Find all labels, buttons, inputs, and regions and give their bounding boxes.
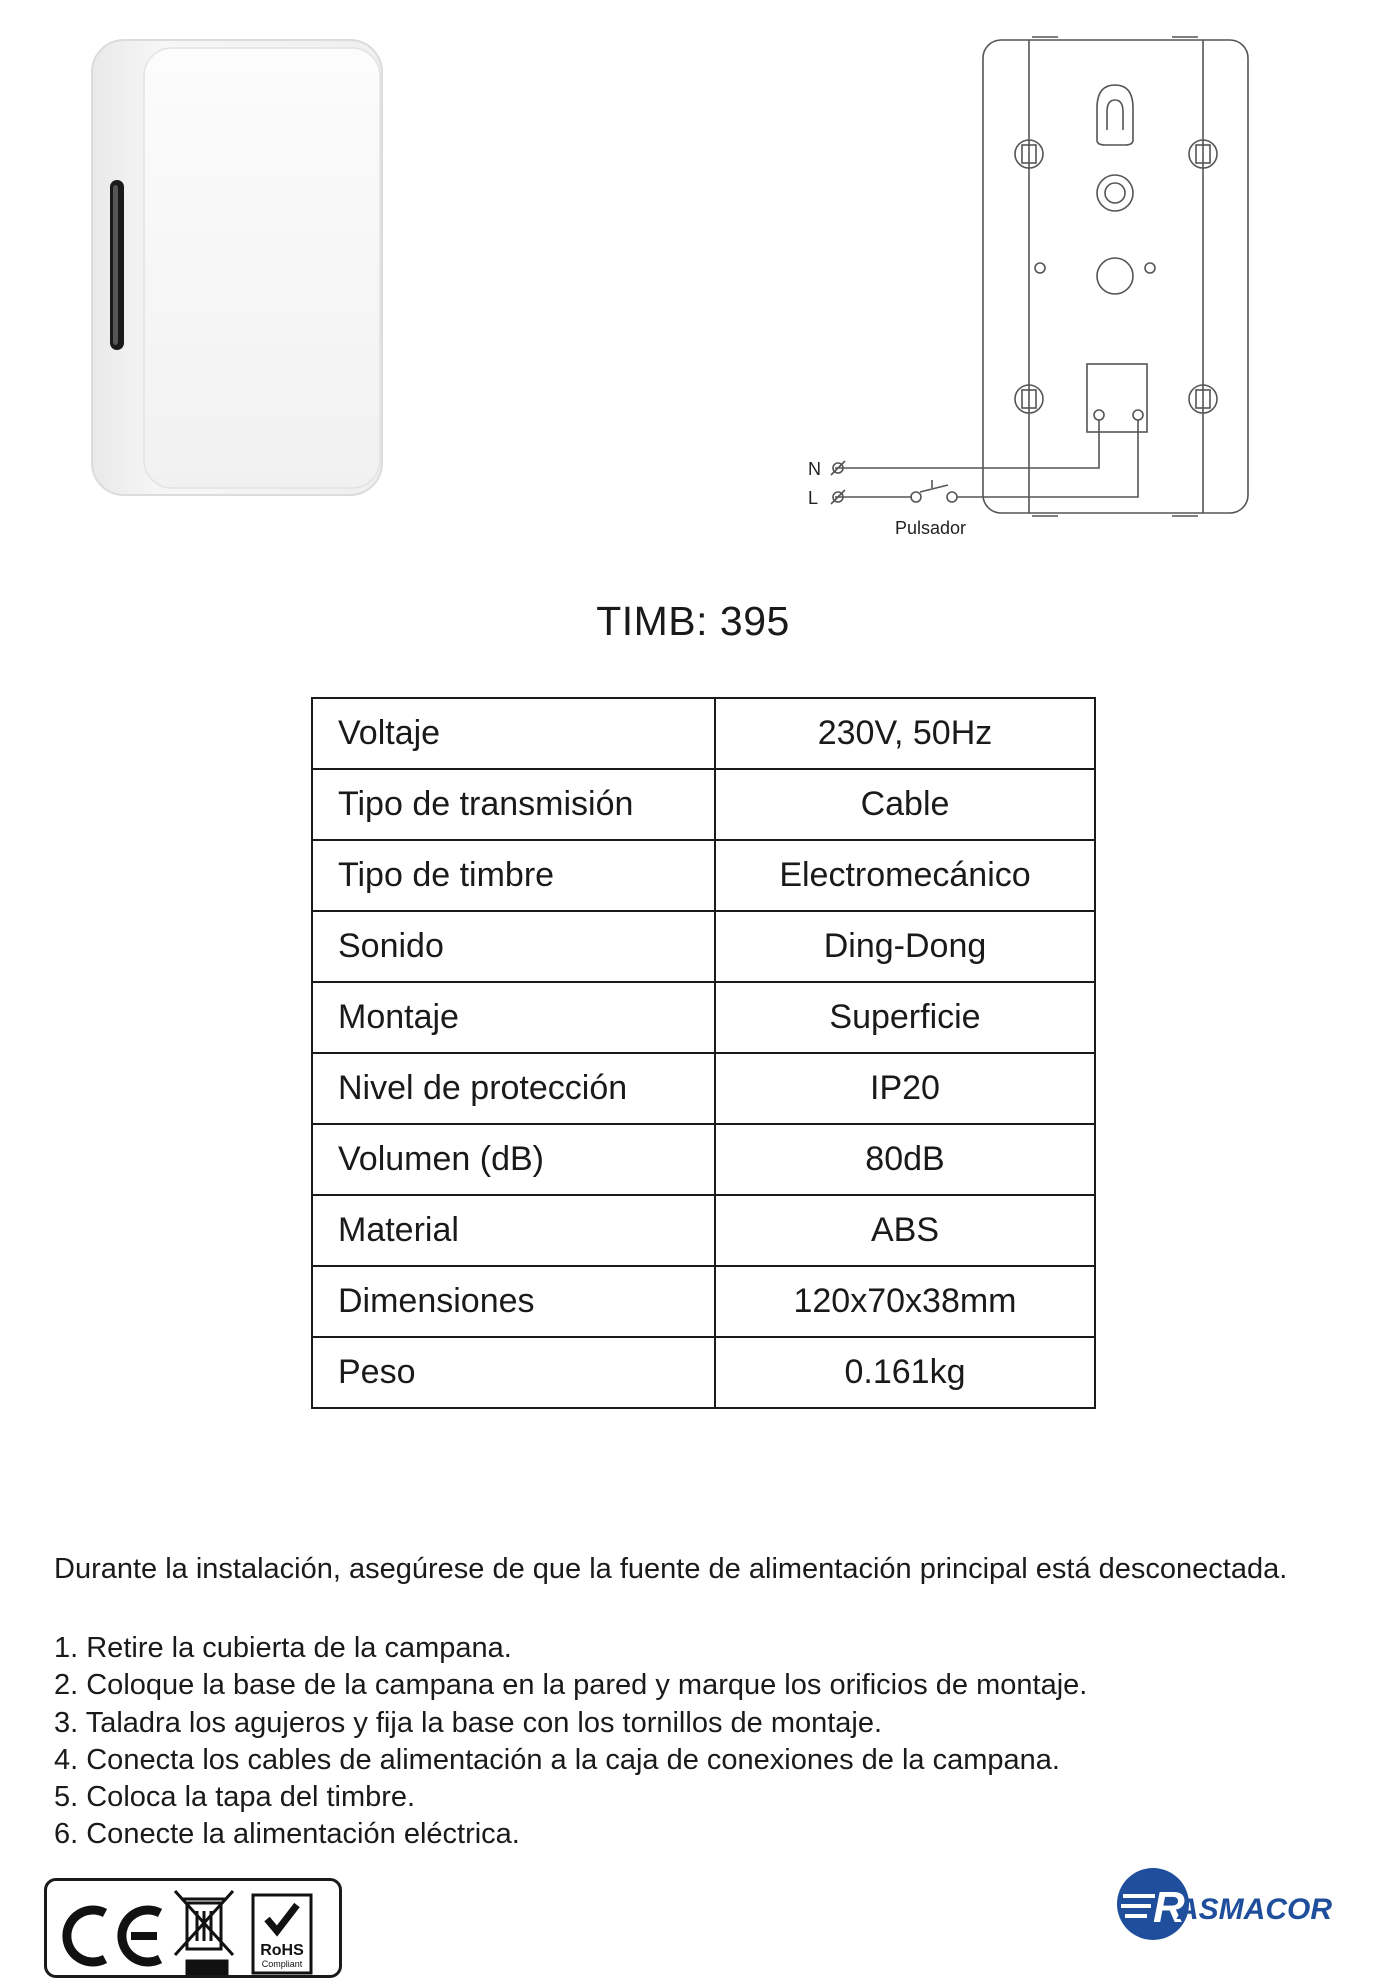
- spec-label: Tipo de timbre: [312, 840, 715, 911]
- spec-value: Superficie: [715, 982, 1095, 1053]
- spec-row: [312, 769, 1095, 840]
- spec-row: [312, 1053, 1095, 1124]
- spec-label: Volumen (dB): [312, 1124, 715, 1195]
- spec-label: Voltaje: [312, 698, 715, 769]
- spec-label: Dimensiones: [312, 1266, 715, 1337]
- svg-text:R: R: [1153, 1883, 1185, 1932]
- spec-value: 0.161kg: [715, 1337, 1095, 1408]
- button-label: Pulsador: [895, 518, 967, 538]
- spec-value: Ding-Dong: [715, 911, 1095, 982]
- brand-logo: [1115, 1862, 1365, 1952]
- spec-row: [312, 1124, 1095, 1195]
- spec-label: Nivel de protección: [312, 1053, 715, 1124]
- spec-value: Electromecánico: [715, 840, 1095, 911]
- spec-value: 80dB: [715, 1124, 1095, 1195]
- spec-row: [312, 840, 1095, 911]
- step-item: 5. Coloca la tapa del timbre.: [54, 1781, 416, 1814]
- spec-label: Peso: [312, 1337, 715, 1408]
- spec-value: IP20: [715, 1053, 1095, 1124]
- spec-label: Tipo de transmisión: [312, 769, 715, 840]
- safety-note: Durante la instalación, asegúrese de que la fuente de alimentación principal está desconectada.: [54, 1553, 1288, 1585]
- spec-row: [312, 1337, 1095, 1408]
- spec-row: [312, 698, 1095, 769]
- spec-value: Cable: [715, 769, 1095, 840]
- rohs-mark: [253, 1895, 311, 1973]
- ce-mark: [67, 1910, 160, 1962]
- certification-icons: [47, 1881, 342, 1978]
- step-item: 3. Taladra los agujeros y fija la base con los tornillos de montaje.: [54, 1706, 883, 1739]
- spec-label: Material: [312, 1195, 715, 1266]
- step-item: 6. Conecte la alimentación eléctrica.: [54, 1818, 520, 1851]
- spec-row: [312, 1266, 1095, 1337]
- certification-marks: [44, 1878, 342, 1978]
- spec-row: [312, 911, 1095, 982]
- spec-value: ABS: [715, 1195, 1095, 1266]
- product-photo: [60, 30, 390, 500]
- crossed-bin-icon: [175, 1891, 233, 1975]
- installation-steps: [54, 1630, 1087, 1854]
- svg-text:ASMACOR: ASMACOR: [1177, 1893, 1332, 1926]
- rohs-label: RoHS: [260, 1942, 304, 1959]
- spec-table: [311, 697, 1096, 1409]
- neutral-label: N: [808, 459, 821, 479]
- spec-row: [312, 982, 1095, 1053]
- wiring-diagram: [800, 30, 1260, 550]
- spec-value: 120x70x38mm: [715, 1266, 1095, 1337]
- step-item: 4. Conecta los cables de alimentación a la caja de conexiones de la campana.: [54, 1743, 1060, 1776]
- spec-value: 230V, 50Hz: [715, 698, 1095, 769]
- step-item: 1. Retire la cubierta de la campana.: [54, 1632, 512, 1664]
- rohs-sublabel: Compliant: [261, 1959, 303, 1969]
- spec-label: Sonido: [312, 911, 715, 982]
- model-title: TIMB: 395: [596, 598, 790, 644]
- step-item: 2. Coloque la base de la campana en la pared y marque los orificios de montaje.: [54, 1669, 1088, 1702]
- spec-row: [312, 1195, 1095, 1266]
- spec-label: Montaje: [312, 982, 715, 1053]
- live-label: L: [808, 488, 819, 508]
